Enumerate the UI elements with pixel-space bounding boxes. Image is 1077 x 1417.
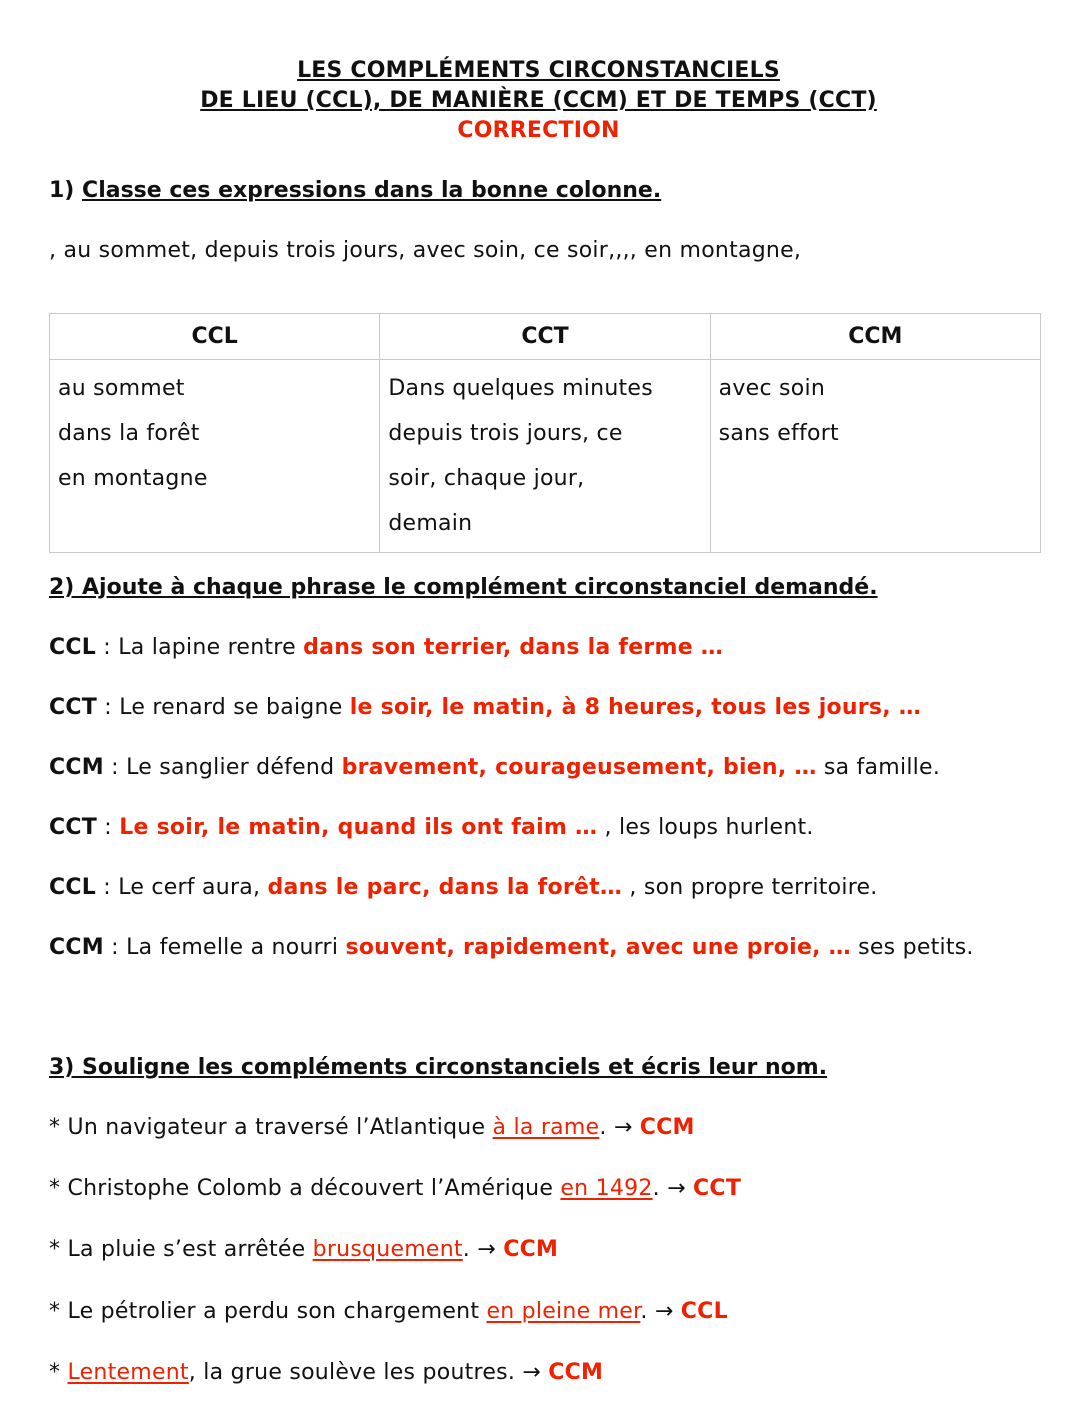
answer-text: le soir, le matin, à 8 heures, tous les jours, … [349,695,922,720]
exercise-1-word-list: , au sommet, depuis trois jours, avec soin, ce soir,,,, en montagne, [49,238,802,263]
answer-text: dans son terrier, dans la ferme … [303,635,724,660]
sentence-end: . → [462,1237,504,1262]
exercise-1-instruction: Classe ces expressions dans la bonne colonne. [82,178,662,203]
cc-type-answer: CCM [503,1237,559,1262]
exercise-3-heading: 3) Souligne les compléments circonstanciels et écris leur nom. [49,1055,828,1080]
sentence-start: Le renard se baigne [119,695,350,720]
cc-type-answer: CCT [693,1176,742,1201]
exercise-2-sentence [49,755,940,780]
title-line-2: DE LIEU (CCL), DE MANIÈRE (CCM) ET DE TEMPS (CCT) [200,88,877,113]
separator: : [96,875,119,900]
underlined-complement: Lentement [67,1360,189,1385]
sentence-start: * [49,1360,68,1385]
cc-type-label: CCT [49,815,98,840]
underlined-complement: en 1492 [560,1176,653,1201]
title-line-1: LES COMPLÉMENTS CIRCONSTANCIELS [297,58,780,83]
sentence-end: . → [599,1115,640,1140]
column-ccl-cell [50,360,380,553]
separator: : [97,695,120,720]
ccl-item: dans la forêt [58,421,200,446]
title-correction: CORRECTION [457,118,620,143]
classification-table [49,313,1041,553]
ccm-item: sans effort [718,421,839,446]
exercise-2-heading: 2) Ajoute à chaque phrase le complément circonstanciel demandé. [49,575,878,600]
exercise-2-sentence [49,875,878,900]
sentence-start: * La pluie s’est arrêtée [49,1237,313,1262]
separator: : [97,815,120,840]
cc-type-answer: CCM [639,1115,695,1140]
cc-type-label: CCM [49,935,104,960]
cc-type-answer: CCL [680,1299,728,1324]
exercise-3-sentence [49,1115,695,1140]
ccm-item: avec soin [718,376,826,401]
exercise-2-sentence [49,695,921,720]
column-header-ccl: CCL [50,314,380,360]
separator: : [96,635,119,660]
cct-item: soir, chaque jour, [388,466,585,491]
cc-type-label: CCL [49,635,97,660]
cc-type-label: CCT [49,695,98,720]
sentence-start: * Un navigateur a traversé l’Atlantique [49,1115,493,1140]
exercise-3-sentence [49,1176,741,1201]
exercise-3-sentence [49,1360,603,1385]
exercise-1-heading [49,178,661,203]
answer-text: dans le parc, dans la forêt… [267,875,623,900]
separator: : [103,935,127,960]
answer-text: bravement, courageusement, bien, … [341,755,817,780]
cct-item: depuis trois jours, ce [388,421,623,446]
cct-item: Dans quelques minutes [388,376,653,401]
sentence-end: , son propre territoire. [622,875,878,900]
column-header-cct: CCT [380,314,710,360]
sentence-start: La lapine rentre [118,635,304,660]
sentence-end: , la grue soulève les poutres. → [188,1360,549,1385]
separator: : [103,755,127,780]
column-ccm-cell [710,360,1040,553]
sentence-start: Le cerf aura, [118,875,268,900]
exercise-3-sentence [49,1237,558,1262]
cc-type-answer: CCM [548,1360,604,1385]
exercise-1-number: 1) [49,178,75,203]
sentence-end: sa famille. [816,755,941,780]
column-cct-cell [380,360,710,553]
column-header-ccm: CCM [710,314,1040,360]
ccl-item: au sommet [58,376,185,401]
answer-text: souvent, rapidement, avec une proie, … [345,935,851,960]
sentence-end: . → [652,1176,694,1201]
exercise-2-sentence [49,935,974,960]
cct-item: demain [388,511,473,536]
sentence-start: * Le pétrolier a perdu son chargement [49,1299,487,1324]
sentence-end: , les loups hurlent. [597,815,814,840]
cc-type-label: CCL [49,875,97,900]
sentence-start: * Christophe Colomb a découvert l’Amérique [49,1176,561,1201]
cc-type-label: CCM [49,755,104,780]
underlined-complement: à la rame [492,1115,600,1140]
sentence-start: La femelle a nourri [126,935,346,960]
sentence-end: . → [640,1299,681,1324]
exercise-2-sentence [49,635,723,660]
exercise-2-sentence [49,815,814,840]
sentence-start: Le sanglier défend [126,755,342,780]
answer-text: Le soir, le matin, quand ils ont faim … [119,815,598,840]
underlined-complement: en pleine mer [486,1299,641,1324]
sentence-end: ses petits. [850,935,974,960]
ccl-item: en montagne [58,466,208,491]
exercise-3-sentence [49,1299,728,1324]
underlined-complement: brusquement [312,1237,463,1262]
